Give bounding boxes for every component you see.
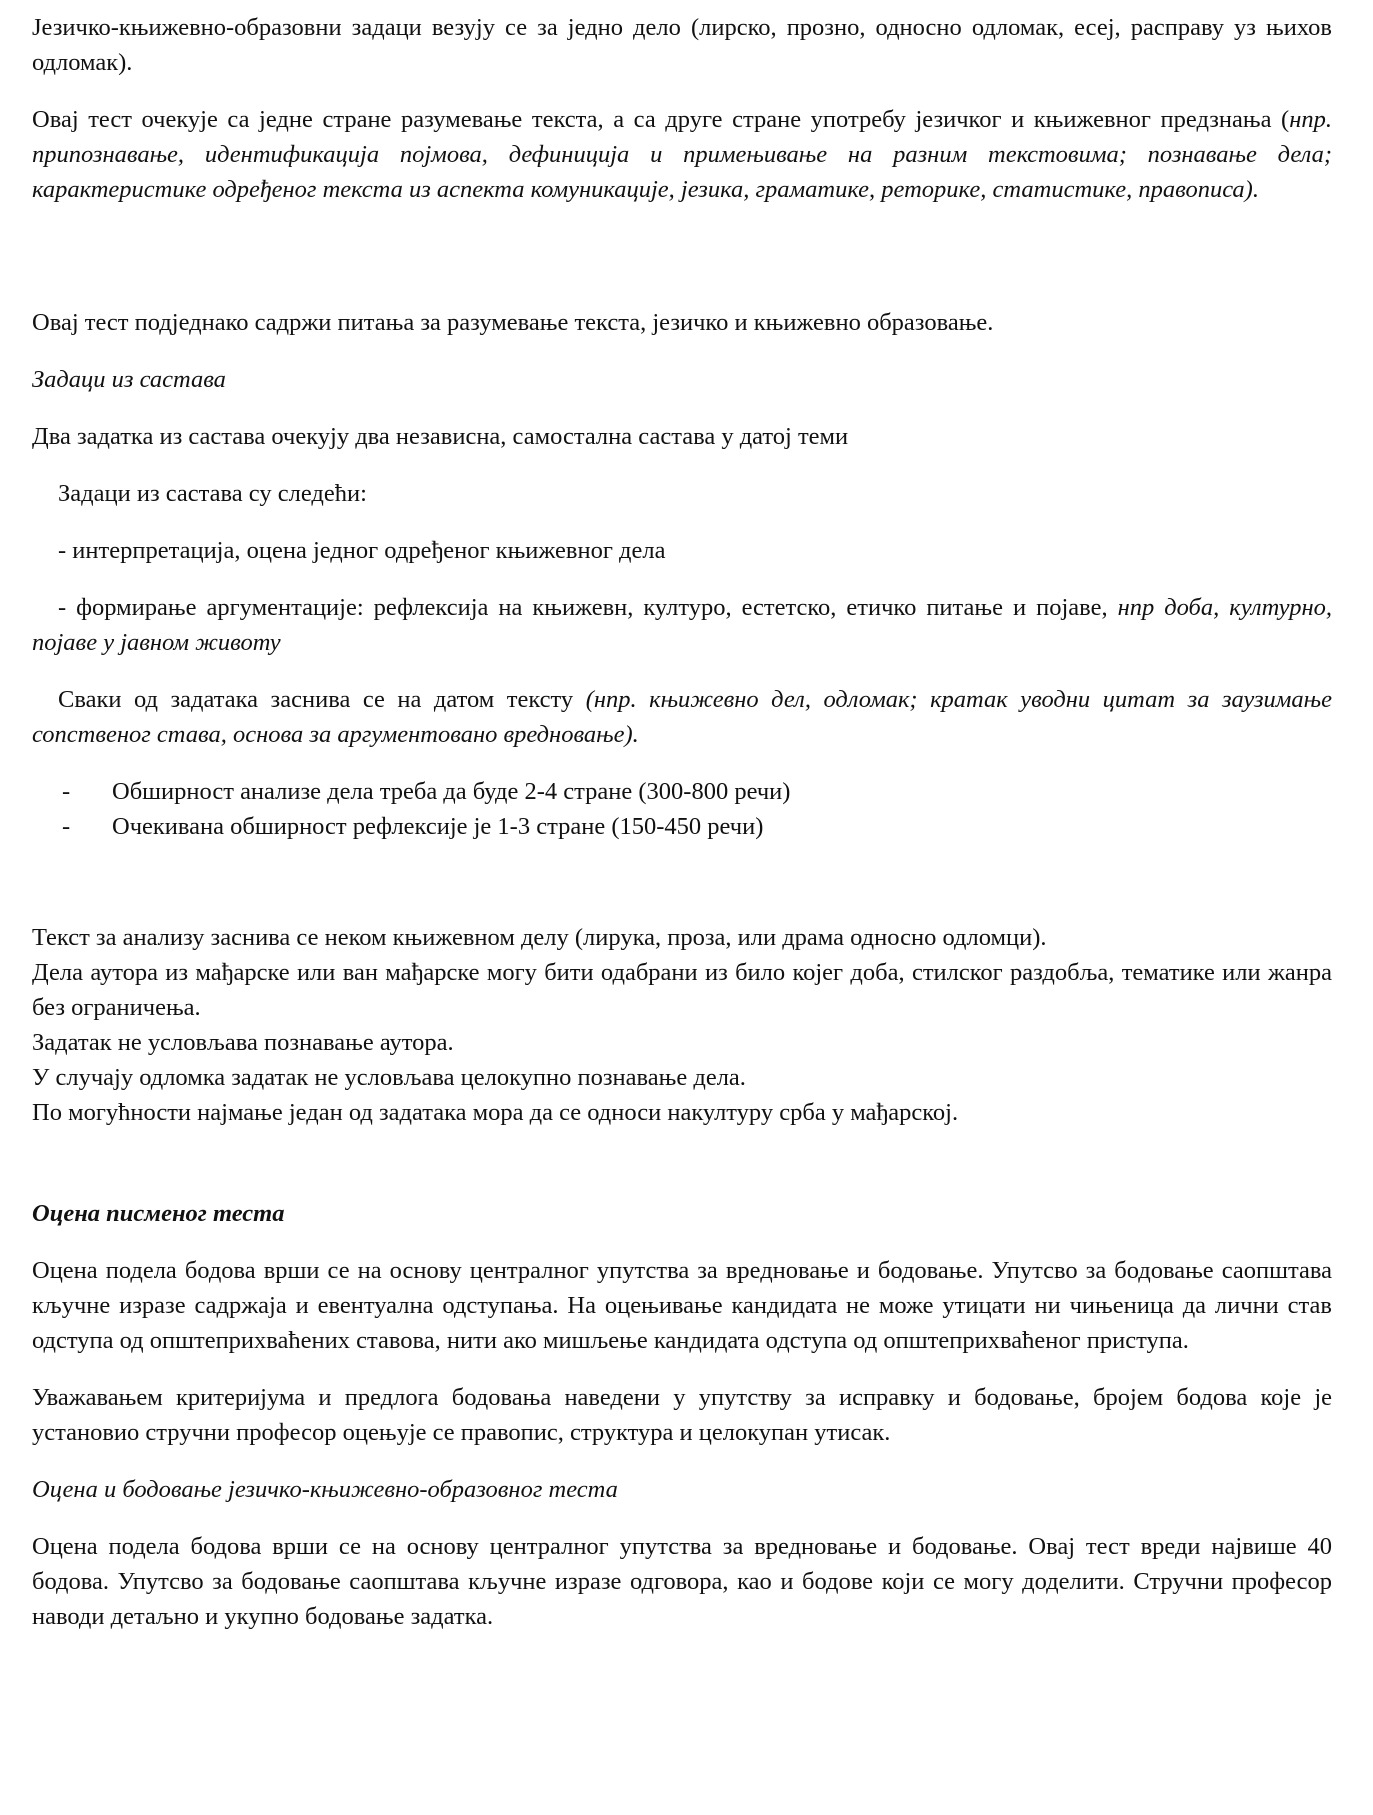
paragraph-text: Сваки од задатака заснива се на датом тексту (58, 686, 586, 713)
paragraph-argumentation-item (32, 590, 1332, 660)
paragraph-italic-text: нпр. припознавање, идентификација појмова, дефиниција и примењивање на разним текстовима; познавање дела; карактеристике одређеног текста из аспекта комуникације, језика, граматике, реторике, статистике, правописа). (32, 106, 1332, 203)
document-page (32, 10, 1332, 1634)
paragraph-points: Оцена подела бодова врши се на основу централног упутства за вредновање и бодовање. Овај тест вреди највише 40 бодова. Упутсво за бодовање саопштава кључне изразе одговора, као и бодове који се могу доделити. Стручни професор наводи детаљно и укупно бодовање задатка. (32, 1533, 1332, 1630)
paragraph-italic-text: (нпр. књижевно дел, одломак; кратак уводни цитат за заузимање сопственог става, основа за аргументовано вредновање). (32, 686, 1332, 748)
paragraph-two-compositions: Два задатка из састава очекују два независна, самостална састава у датој теми (32, 423, 849, 450)
paragraph-grading-guide: Оцена подела бодова врши се на основу централног упутства за вредновање и бодовање. Упутсво за бодовање саопштава кључне изразе садржаја и евентуална одступања. На оцењивање кандидата не може утицати ни чињеница да лични став одступа од општеприхваћених ставова, нити ако мишљење кандидата одступа од општеприхваћеног приступа. (32, 1257, 1332, 1354)
text-line: Текст за анализу заснива се неком књижевном делу (лирука, проза, или драма односно одломци). (32, 924, 1047, 951)
paragraph-tasks-intro: Језичко-књижевно-образовни задаци везују се за једно дело (лирско, прозно, односно одломак, есеј, расправу уз њихов одломак). (32, 14, 1332, 76)
text-line: У случају одломка задатак не условљава целокупно познавање дела. (32, 1064, 746, 1091)
section-heading-written-test-grading: Оцена писменог теста (32, 1200, 285, 1227)
list-item (32, 809, 1332, 844)
analysis-text-block (32, 920, 1332, 1130)
paragraph-test-contents: Овај тест подједнако садржи питања за разумевање текста, језичко и књижевно образовање. (32, 309, 994, 336)
section-heading-language-test-grading: Оцена и бодовање језичко-књижевно-образовног теста (32, 1476, 618, 1503)
dash-bullet: - (62, 778, 71, 805)
list-item (32, 774, 1332, 809)
paragraph-composition-list-intro: Задаци из састава су следећи: (58, 480, 367, 507)
list-item-text: Обширност анализе дела треба да буде 2-4 стране (300-800 речи) (112, 778, 791, 805)
dash-bullet: - (62, 813, 71, 840)
list-item-text: Очекивана обширност рефлексије је 1-3 стране (150-450 речи) (112, 813, 764, 840)
text-line: Дела аутора из мађарске или ван мађарске могу бити одабрани из било којег доба, стилског раздобља, тематике или жанра без ограничења. (32, 959, 1332, 1021)
paragraph-interpretation-item: - интерпретација, оцена једног одређеног књижевног дела (58, 537, 666, 564)
paragraph-italic-text: нпр доба, културно, појаве у јавном животу (32, 594, 1333, 656)
paragraph-each-task (32, 682, 1332, 752)
text-line: По могућности најмање један од задатака мора да се односи накултуру срба у мађарској. (32, 1099, 959, 1126)
paragraph-test-expectations (32, 102, 1332, 207)
length-requirements-list (32, 774, 1332, 844)
paragraph-text: Овај тест очекује са једне стране разумевање текста, а са друге стране употребу језичког и књижевног предзнања ( (32, 106, 1290, 133)
text-line: Задатак не условљава познавање аутора. (32, 1029, 454, 1056)
paragraph-criteria: Уважавањем критеријума и предлога бодовања наведени у упутству за исправку и бодовање, бројем бодова које је установио стручни професор оцењује се правопис, структура и целокупан утисак. (32, 1384, 1332, 1446)
section-heading-composition-tasks: Задаци из састава (32, 366, 226, 393)
paragraph-text: - формирање аргументације: рефлексија на књижевн, културо, естетско, етичко питање и појаве, (58, 594, 1118, 621)
